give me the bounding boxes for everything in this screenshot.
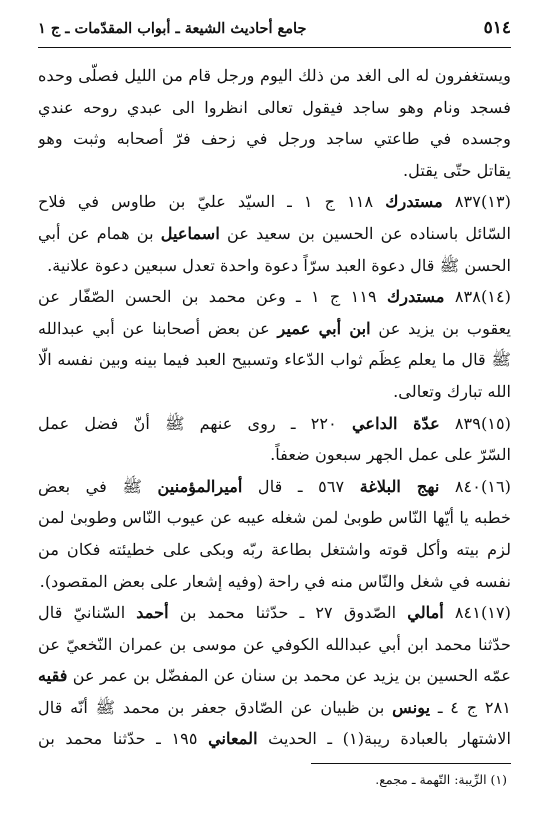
text-run: وجسده في طاعتي ساجد ورجل في زحف فرّ أصحابه وثبت وهو xyxy=(38,129,511,149)
text-run: ١١٩ ج ١ ـ وعن محمد بن الحسن الصّفّار عن xyxy=(38,287,387,307)
bold-reference: مستدرك xyxy=(385,192,443,212)
text-run: (١٧)٨٤١ xyxy=(443,603,511,623)
text-line xyxy=(38,218,511,250)
text-run: (١٥)٨٣٩ xyxy=(439,413,511,433)
text-run: حدّثنا محمد ابن أبي عبدالله الكوفي عن موسى بن عمران النّخعيّ عن xyxy=(38,634,511,654)
text-line xyxy=(38,250,511,282)
text-run: (١٣)٨٣٧ xyxy=(442,192,511,212)
text-run: خطبه يا أيّها النّاس طوبىٰ لمن شغله عيبه عن عيوب النّاس وطوبىٰ لمن xyxy=(38,508,511,528)
bold-reference: فقيه xyxy=(38,666,68,686)
text-line xyxy=(38,376,511,408)
text-run: يقاتل حتّى يقتل. xyxy=(402,160,511,180)
text-line xyxy=(38,723,511,755)
text-run: يعقوب بن يزيد عن xyxy=(370,318,511,338)
text-line xyxy=(38,660,511,692)
text-run: ٢٢٠ ـ روى عنهم ﷺ أنّ فضل عمل xyxy=(38,413,352,433)
text-run: لزم بيته وأكل قوته واشتغل بطاعة ربّه وبكى على خطيئته فكان من xyxy=(38,539,511,559)
text-run: عن بعض أصحابنا عن أبي عبدالله xyxy=(38,318,278,338)
text-run: بن همام عن أبي xyxy=(38,223,161,243)
text-run: السّنانيّ قال xyxy=(38,603,137,623)
bold-reference: عدّة الداعي xyxy=(351,413,440,433)
bold-reference: المعاني xyxy=(208,729,258,749)
text-line xyxy=(38,471,511,503)
bold-reference: أمالي xyxy=(407,603,444,623)
bold-reference: أحمد xyxy=(136,603,169,623)
text-line xyxy=(38,60,511,92)
text-line xyxy=(38,629,511,661)
text-line xyxy=(38,566,511,598)
footnote: (١) الرِّيبة: التّهمة ـ مجمع. xyxy=(375,772,507,787)
text-run: ٢٨١ ج ٤ ـ xyxy=(430,697,511,717)
text-line xyxy=(38,534,511,566)
text-line xyxy=(38,155,511,187)
bold-reference: مستدرك xyxy=(386,287,445,307)
bold-reference: اسماعيل xyxy=(160,223,220,243)
text-run: ٥٦٧ ـ قال xyxy=(242,476,360,496)
text-run: نفسه في شغل والنّاس منه في راحة (وفيه إشعار على بعض المقصود). xyxy=(39,571,511,591)
text-run: ﷺ في بعض xyxy=(38,476,158,496)
text-line xyxy=(38,92,511,124)
text-line xyxy=(38,692,511,724)
text-line xyxy=(38,313,511,345)
text-run: (١٦)٨٤٠ xyxy=(439,476,511,496)
text-run: (١٤)٨٣٨ xyxy=(444,287,511,307)
text-run: السّرّ على عمل الجهر سبعون ضعفاً. xyxy=(270,445,511,465)
bold-reference: أميرالمؤمنين xyxy=(157,476,243,496)
text-line xyxy=(38,123,511,155)
bold-reference: ابن أبي عمير xyxy=(277,318,371,338)
header-rule xyxy=(38,47,511,48)
running-title: جامع أحاديث الشيعة ـ أبواب المقدّمات ـ ج ١ xyxy=(38,20,307,37)
text-run: الله تبارك وتعالى. xyxy=(393,381,511,401)
text-run: الاشتهار بالعبادة ريبة(١) ـ الحديث xyxy=(257,729,511,749)
text-line xyxy=(38,408,511,440)
text-run: ١١٨ ج ١ ـ السيّد عليّ بن طاوس في فلاح xyxy=(38,192,386,212)
text-run: الحسن ﷺ قال دعوة العبد سرّاً دعوة واحدة تعدل سبعين دعوة علانية. xyxy=(47,255,511,275)
text-run: فسجد ونام وهو ساجد فيقول تعالى انظروا الى عبدي روحه عندي xyxy=(38,97,511,117)
page-number: ٥١٤ xyxy=(483,18,511,38)
page-header xyxy=(38,18,511,44)
text-line xyxy=(38,439,511,471)
text-run: الصّدوق ٢٧ ـ حدّثنا محمد بن xyxy=(168,603,408,623)
main-text xyxy=(38,60,511,755)
text-line xyxy=(38,281,511,313)
text-run: ﷺ قال ما يعلم عِظَم ثواب الدّعاء وتسبيح العبد فيما بينه وبين نفسه الّا xyxy=(38,350,511,370)
text-line xyxy=(38,344,511,376)
text-line xyxy=(38,186,511,218)
footnote-rule xyxy=(311,763,511,764)
text-line xyxy=(38,502,511,534)
text-run: ١٩٥ ـ حدّثنا محمد بن xyxy=(38,729,209,749)
text-run: السّائل باسناده عن الحسين بن سعيد عن xyxy=(219,223,511,243)
text-run: بن ظبيان عن الصّادق جعفر بن محمد ﷺ أنّه قال xyxy=(38,697,393,717)
text-line xyxy=(38,597,511,629)
bold-reference: يونس xyxy=(392,697,431,717)
text-run: ويستغفرون له الى الغد من ذلك اليوم ورجل قام من الليل فصلّى وحده xyxy=(38,66,511,85)
bold-reference: نهج البلاغة xyxy=(359,476,440,496)
text-run: عمّه الحسين بن يزيد عن محمد بن سنان عن المفضّل بن عمر عن xyxy=(67,666,511,686)
